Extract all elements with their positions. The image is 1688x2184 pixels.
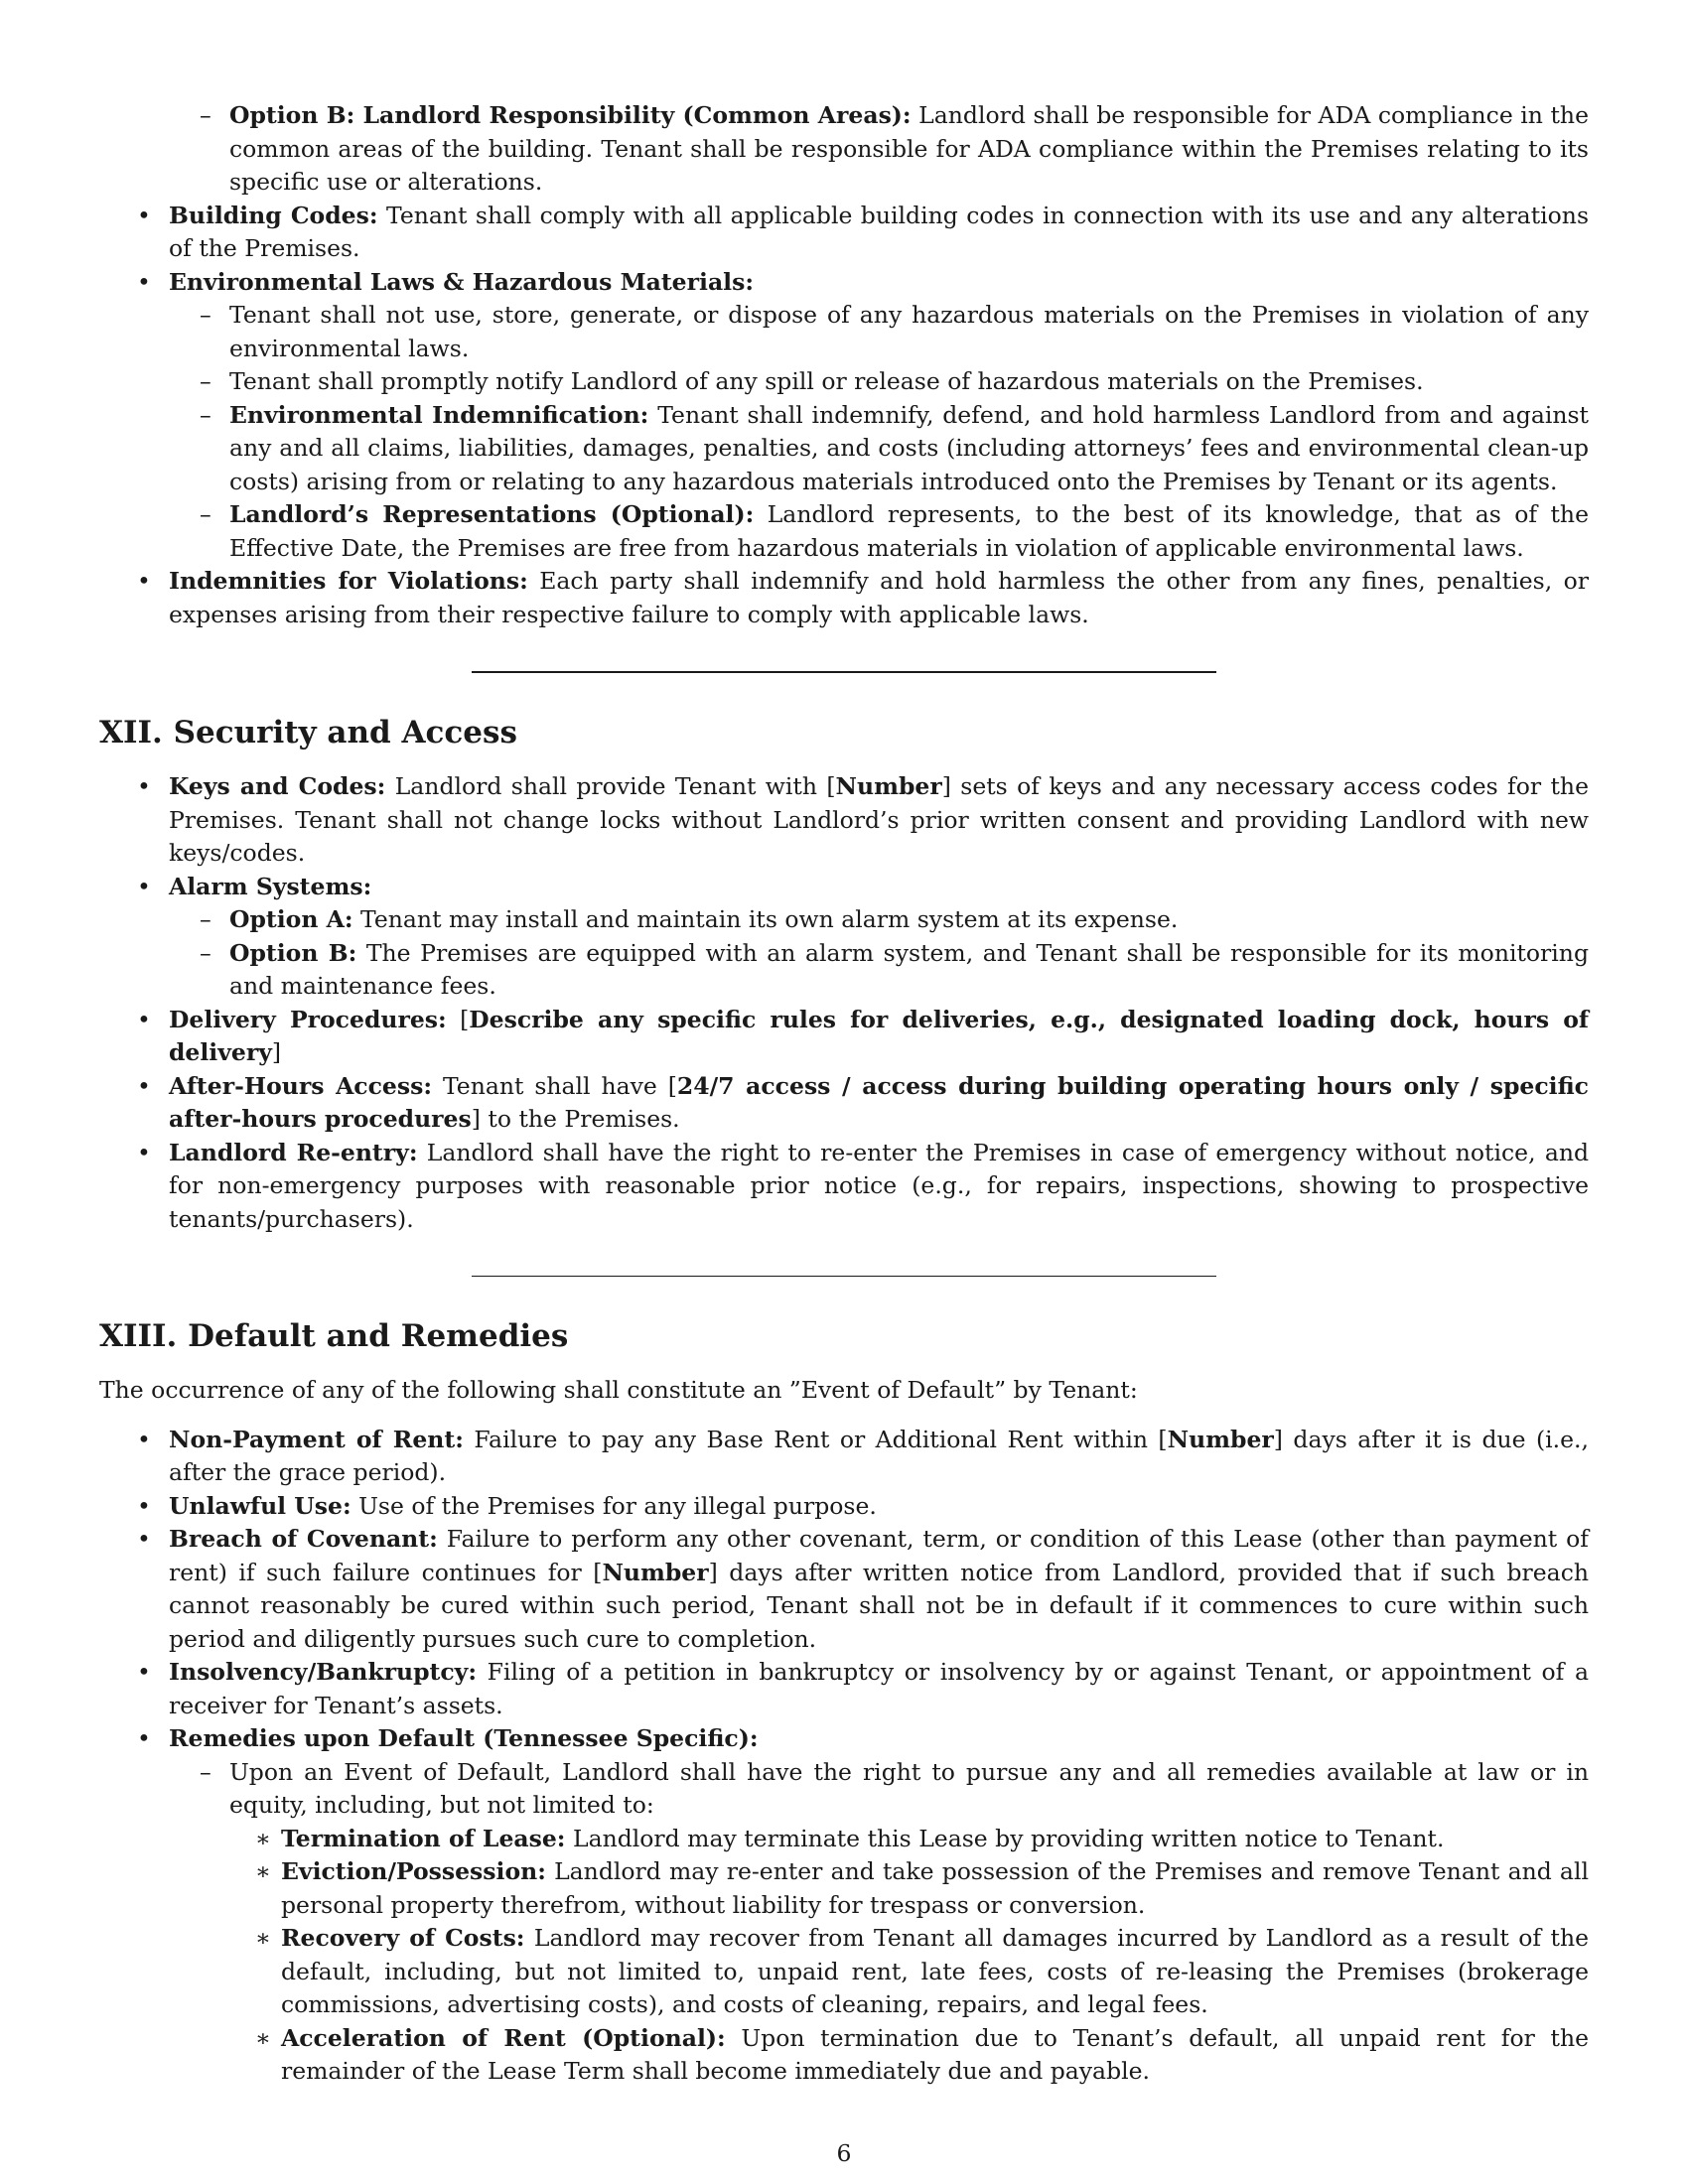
item-label: Environmental Laws & Hazardous Materials: bbox=[169, 267, 755, 296]
list-item-alarm-b bbox=[169, 937, 1589, 1004]
item-label: Option A: bbox=[229, 905, 353, 933]
section-intro: The occurrence of any of the following shall constitute an ”Event of Default” by Tenant: bbox=[99, 1376, 1138, 1405]
item-text: Upon termination due to Tenant’s default, all unpaid rent for the remainder of the Lease Term shall become immediately due and payable. bbox=[281, 2023, 1589, 2086]
list-item-alarm bbox=[99, 871, 1589, 1004]
item-label: Option B: bbox=[229, 938, 357, 967]
list-item-option-b bbox=[169, 99, 1589, 200]
list-item-indemnities bbox=[99, 565, 1589, 631]
item-text: Tenant shall not use, store, generate, or dispose of any hazardous materials on the Premises in violation of any environmental laws. bbox=[229, 301, 1589, 362]
item-label: Eviction/Possession: bbox=[281, 1857, 546, 1886]
item-label: Option B: Landlord Responsibility (Common Areas): bbox=[229, 101, 912, 129]
item-text: Failure to pay any Base Rent or Additional Rent within [ bbox=[474, 1425, 1168, 1453]
placeholder-field: Number bbox=[1167, 1425, 1274, 1453]
item-label: Delivery Procedures: bbox=[169, 1005, 447, 1033]
item-label: Termination of Lease: bbox=[281, 1824, 566, 1852]
list-item-acceleration bbox=[229, 2022, 1589, 2089]
item-label: Recovery of Costs: bbox=[281, 1924, 525, 1953]
item-label: After-Hours Access: bbox=[169, 1071, 433, 1100]
item-text: Landlord shall have the right to re-enter the Premises in case of emergency without notice, and for non-emergency purposes with reasonable prior notice (e.g., for repairs, inspections, showing to prospective tenants/purchasers). bbox=[169, 1138, 1590, 1233]
list-item-reentry bbox=[99, 1137, 1589, 1237]
environmental-sublist bbox=[169, 299, 1589, 565]
list-item-remedies bbox=[99, 1722, 1589, 2089]
item-text: Landlord may terminate this Lease by providing written notice to Tenant. bbox=[572, 1824, 1445, 1852]
list-item-environmental bbox=[99, 266, 1589, 566]
item-text: ] bbox=[271, 1038, 282, 1066]
list-item-recovery bbox=[229, 1922, 1589, 2022]
remedies-options-list bbox=[229, 1823, 1589, 2089]
list-item-insolvency bbox=[99, 1656, 1589, 1722]
item-text: Landlord may re-enter and take possession of the Premises and remove Tenant and all personal property therefrom, without liability for trespass or conversion. bbox=[281, 1857, 1589, 1919]
item-label: Unlawful Use: bbox=[169, 1491, 352, 1520]
item-text: [ bbox=[460, 1005, 470, 1033]
remedies-sublist bbox=[169, 1756, 1589, 2089]
list-item bbox=[169, 1756, 1589, 2089]
item-text: ] sets of keys and any necessary access codes for the Premises. Tenant shall not change locks without Landlord’s prior written consent and providing Landlord with new keys/codes. bbox=[169, 772, 1589, 867]
security-list bbox=[99, 770, 1589, 1236]
document-page bbox=[99, 99, 1589, 2089]
default-list bbox=[99, 1424, 1589, 2089]
item-text: Filing of a petition in bankruptcy or insolvency by or against Tenant, or appointment of a receiver for Tenant’s assets. bbox=[169, 1658, 1589, 1719]
section-heading-security: XII. Security and Access bbox=[99, 715, 517, 751]
list-item-termination bbox=[229, 1823, 1589, 1856]
item-label: Landlord Re-entry: bbox=[169, 1138, 418, 1166]
item-text: Tenant shall comply with all applicable building codes in connection with its use and any alterations of the Premises. bbox=[169, 201, 1589, 262]
placeholder-field: Describe any specific rules for deliveries, e.g., designated loading dock, hours of delivery bbox=[169, 1005, 1589, 1066]
item-text: Upon an Event of Default, Landlord shall have the right to pursue any and all remedies available at law or in equity, including, but not limited to: bbox=[229, 1757, 1589, 1820]
item-text: The Premises are equipped with an alarm system, and Tenant shall be responsible for its monitoring and maintenance fees. bbox=[229, 938, 1589, 1000]
placeholder-field: Number bbox=[835, 772, 942, 800]
item-label: Insolvency/Bankruptcy: bbox=[169, 1658, 477, 1687]
ada-options-list bbox=[99, 99, 1589, 200]
list-item-after-hours bbox=[99, 1070, 1589, 1137]
item-label: Landlord’s Representations (Optional): bbox=[229, 500, 755, 528]
item-text: Landlord shall provide Tenant with [ bbox=[394, 772, 836, 800]
item-label: Acceleration of Rent (Optional): bbox=[281, 2023, 726, 2052]
item-label: Environmental Indemnification: bbox=[229, 400, 649, 429]
item-text: Use of the Premises for any illegal purpose. bbox=[358, 1491, 877, 1520]
item-label: Keys and Codes: bbox=[169, 772, 386, 800]
item-text: Landlord represents, to the best of its knowledge, that as of the Effective Date, the Premises are free from hazardous materials in violation of applicable environmental laws. bbox=[229, 500, 1589, 562]
section-divider bbox=[472, 1276, 1216, 1277]
placeholder-field: 24/7 access / access during building operating hours only / specific after-hours procedures bbox=[169, 1071, 1589, 1133]
list-item-building-codes bbox=[99, 200, 1589, 266]
item-label: Remedies upon Default (Tennessee Specific): bbox=[169, 1724, 759, 1753]
item-text: Landlord may recover from Tenant all damages incurred by Landlord as a result of the default, including, but not limited to, unpaid rent, late fees, costs of re-leasing the Premises (brokerage commissions, advertising costs), and costs of cleaning, repairs, and legal fees. bbox=[281, 1924, 1589, 2019]
list-item bbox=[169, 365, 1589, 399]
item-text: Tenant shall promptly notify Landlord of any spill or release of hazardous materials on the Premises. bbox=[229, 367, 1424, 395]
list-item-nonpayment bbox=[99, 1424, 1589, 1490]
item-text: ] days after written notice from Landlord, provided that if such breach cannot reasonably be cured within such period, Tenant shall not be in default if it commences to cure within such period and diligently pursues such cure to completion. bbox=[169, 1558, 1589, 1653]
section-heading-default: XIII. Default and Remedies bbox=[99, 1318, 569, 1355]
list-item-env-indemnification bbox=[169, 399, 1589, 499]
compliance-list bbox=[99, 200, 1589, 632]
list-item-breach bbox=[99, 1523, 1589, 1656]
item-text: Failure to perform any other covenant, term, or condition of this Lease (other than payment of rent) if such failure continues for [ bbox=[169, 1525, 1589, 1586]
list-item-alarm-a bbox=[169, 903, 1589, 937]
list-item-delivery bbox=[99, 1004, 1589, 1070]
item-text: Each party shall indemnify and hold harmless the other from any fines, penalties, or expenses arising from their respective failure to comply with applicable laws. bbox=[169, 567, 1589, 628]
item-label: Non-Payment of Rent: bbox=[169, 1425, 464, 1453]
list-item-eviction bbox=[229, 1855, 1589, 1922]
item-text: Tenant shall indemnify, defend, and hold harmless Landlord from and against any and all claims, liabilities, damages, penalties, and costs (including attorneys’ fees and environmental clean-up costs) arising from or relating to any hazardous materials introduced onto the Premises by Tenant or its agents. bbox=[229, 400, 1589, 495]
placeholder-field: Number bbox=[602, 1558, 709, 1586]
item-text: Tenant may install and maintain its own alarm system at its expense. bbox=[360, 905, 1179, 933]
item-label: Indemnities for Violations: bbox=[169, 567, 528, 595]
item-text: Landlord shall be responsible for ADA compliance in the common areas of the building. Tenant shall be responsible for ADA compliance within the Premises relating to its specific use or alterations. bbox=[229, 101, 1589, 196]
list-item-landlord-representations bbox=[169, 498, 1589, 565]
item-text: Tenant shall have [ bbox=[442, 1071, 677, 1100]
page-number: 6 bbox=[836, 2139, 852, 2167]
item-label: Breach of Covenant: bbox=[169, 1525, 438, 1554]
list-item-unlawful bbox=[99, 1490, 1589, 1524]
section-divider bbox=[472, 671, 1216, 673]
list-item bbox=[169, 299, 1589, 365]
item-text: ] to the Premises. bbox=[471, 1105, 680, 1133]
item-text: ] days after it is due (i.e., after the grace period). bbox=[169, 1425, 1589, 1487]
list-item-keys bbox=[99, 770, 1589, 871]
alarm-sublist bbox=[169, 903, 1589, 1004]
item-label: Building Codes: bbox=[169, 201, 378, 229]
item-label: Alarm Systems: bbox=[169, 872, 372, 900]
